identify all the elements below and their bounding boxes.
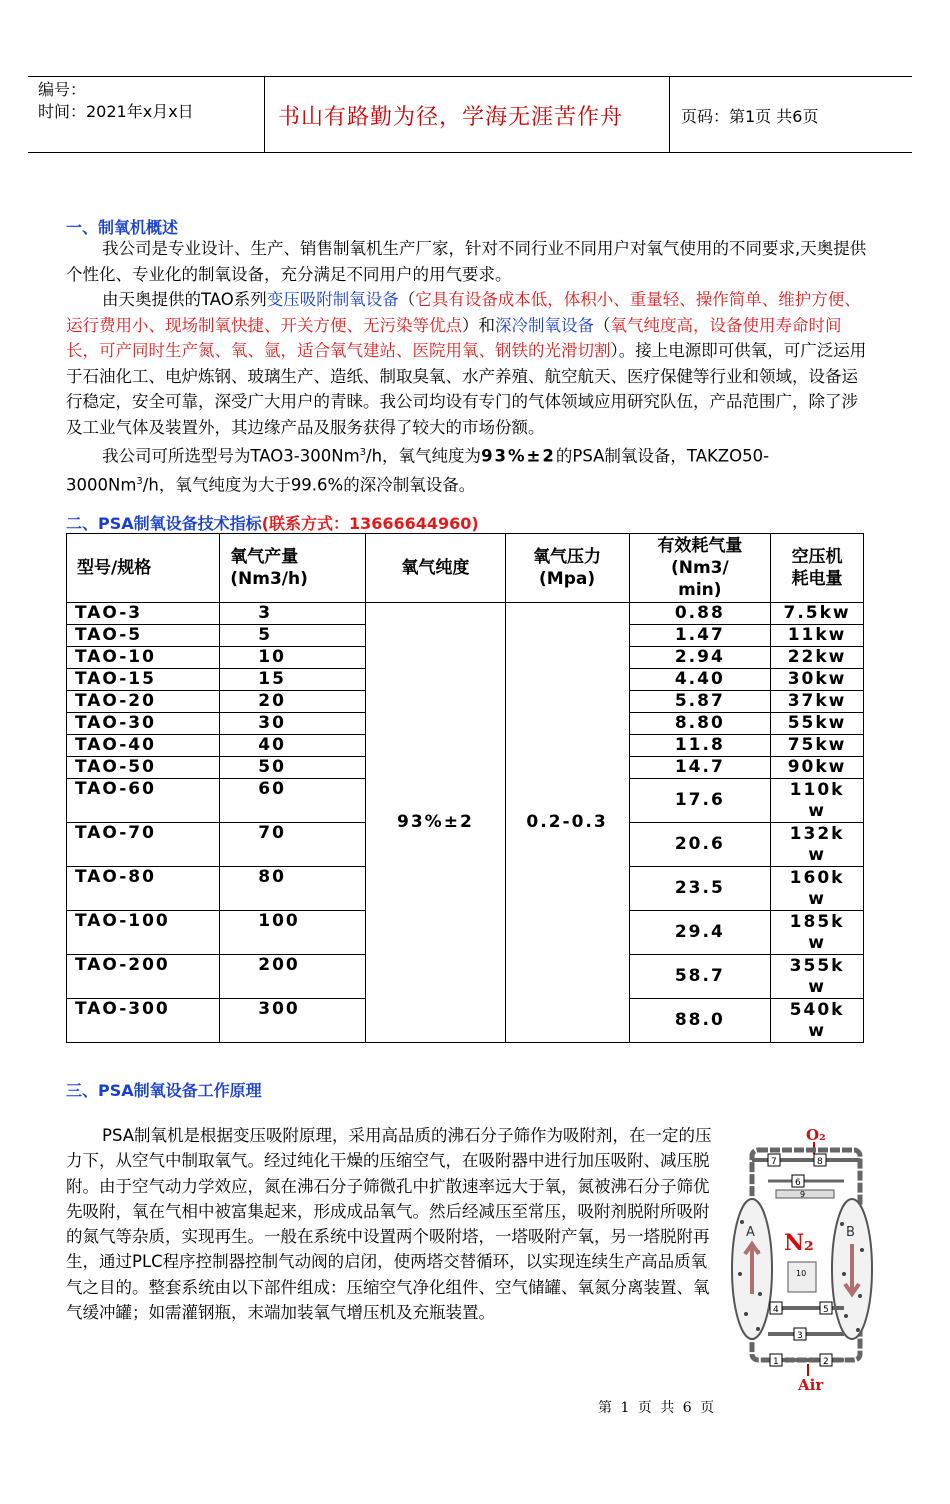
header-air-consumption	[629, 534, 771, 603]
section1-paragraph-1: 我公司是专业设计、生产、销售制氧机生产厂家，针对不同行业不同用户对氧气使用的不同要求,天奥提供个性化、专业化的制氧设备，充分满足不同用户的用气要求。	[66, 239, 867, 284]
power-cell: 37kw	[771, 691, 864, 713]
air-consumption-cell: 8.80	[629, 713, 771, 735]
section3-body	[66, 1123, 722, 1325]
output-cell: 80	[220, 867, 366, 911]
air-consumption-cell: 0.88	[629, 603, 771, 625]
cryogenic-features: 氧气纯度高，设备使用寿命时间长，可产同时生产氮、氧、氩，适合氧气建站、医院用氧、钢铁的光滑切割	[66, 315, 842, 360]
o2-label: O₂	[806, 1126, 826, 1144]
valve-9-label: 9	[800, 1190, 806, 1199]
power-cell: 540kw	[771, 999, 864, 1043]
valve-3-label: 3	[797, 1331, 803, 1341]
page-footer: 第 1 页 共 6 页	[598, 1400, 717, 1416]
power-cell: 30kw	[771, 669, 864, 691]
power-cell: 110kw	[771, 779, 864, 823]
power-cell: 55kw	[771, 713, 864, 735]
header-motto: 书山有路勤为径，学海无涯苦作舟	[278, 105, 624, 130]
output-cell: 60	[220, 779, 366, 823]
cryogenic-equipment-link[interactable]: 深冷制氧设备	[495, 315, 594, 335]
valve-7-label: 7	[771, 1157, 777, 1167]
valve-4-label: 4	[773, 1305, 779, 1315]
air-consumption-cell: 2.94	[629, 647, 771, 669]
p3-superscript: 3	[359, 447, 367, 458]
power-cell: 7.5kw	[771, 603, 864, 625]
valve-1-label: 1	[773, 1357, 779, 1367]
power-cell: 90kw	[771, 757, 864, 779]
header-page-label: 页码：第1页 共6页	[681, 107, 819, 126]
model-cell: TAO-20	[67, 691, 220, 713]
header-model-text: 型号/规格	[77, 558, 152, 578]
spec-table	[66, 533, 864, 1043]
air-consumption-cell: 88.0	[629, 999, 771, 1043]
p2-text-a: 由天奥提供的TAO系列	[102, 290, 267, 309]
section2-title	[66, 511, 479, 534]
model-cell: TAO-30	[67, 713, 220, 735]
output-cell: 50	[220, 757, 366, 779]
model-cell: TAO-5	[67, 625, 220, 647]
p2-text-b: （	[398, 290, 416, 309]
air-consumption-cell: 1.47	[629, 625, 771, 647]
air-label: Air	[798, 1376, 824, 1394]
model-cell: TAO-100	[67, 911, 220, 955]
model-cell: TAO-60	[67, 779, 220, 823]
air-consumption-cell: 17.6	[629, 779, 771, 823]
header-pressure	[505, 534, 629, 603]
model-cell: TAO-70	[67, 823, 220, 867]
header-meta	[38, 79, 194, 123]
header-divider-left	[264, 77, 265, 152]
valve-5-label: 5	[823, 1305, 829, 1315]
header-compressor-power	[771, 534, 864, 603]
output-cell: 15	[220, 669, 366, 691]
power-cell: 355kw	[771, 955, 864, 999]
tower-a-label: A	[746, 1225, 755, 1240]
air-consumption-cell: 14.7	[629, 757, 771, 779]
air-consumption-cell: 23.5	[629, 867, 771, 911]
header-pressure-text: 氧气压力 (Mpa)	[533, 547, 602, 589]
section2-title-text: 二、PSA制氧设备技术指标	[66, 514, 262, 533]
header-purity	[366, 534, 505, 603]
p2-text-c: ）和	[462, 315, 495, 335]
section1-paragraph-3	[66, 440, 872, 498]
spec-table-body	[67, 603, 864, 1043]
header-air-text: 有效耗气量 (Nm3/ min)	[657, 536, 743, 600]
air-consumption-cell: 58.7	[629, 955, 771, 999]
output-cell: 5	[220, 625, 366, 647]
power-cell: 160kw	[771, 867, 864, 911]
psa-flow-diagram	[728, 1124, 884, 1394]
header-output-text: 氧气产量 (Nm3/h)	[230, 547, 308, 589]
header-power-text: 空压机 耗电量	[791, 547, 843, 589]
valve-2-label: 2	[823, 1357, 829, 1367]
doc-number-label: 编号：	[38, 80, 87, 99]
spec-table-header-row	[67, 534, 864, 603]
p3-text-a: 我公司可所选型号为TAO3-300Nm	[102, 446, 360, 466]
p3-text-b: /h，氧气纯度为	[366, 446, 482, 466]
output-cell: 200	[220, 955, 366, 999]
valve-6-label: 6	[795, 1178, 801, 1188]
n2-label: N₂	[784, 1230, 814, 1256]
principle-paragraph: PSA制氧机是根据变压吸附原理，采用高品质的沸石分子筛作为吸附剂，在一定的压力下，从空气中制取氧气。经过纯化干燥的压缩空气，在吸附器中进行加压吸附、减压脱附。由于空气动力学效应，氮在沸石分子筛微孔中扩散速率远大于氧，氮被沸石分子筛优先吸附，氧在气相中被富集起来，形成成品氧气。然后经减压至常压，吸附剂脱附所吸附的氮气等杂质，实现再生。一般在系统中设置两个吸附塔，一塔吸附产氧，另一塔脱附再生，通过PLC程序控制器控制气动阀的启闭，使两塔交替循环，以实现连续生产高品质氧气之目的。整套系统由以下部件组成：压缩空气净化组件、空气储罐、氧氮分离装置、氧气缓冲罐；如需灌钢瓶，末端加装氧气增压机及充瓶装置。	[66, 1126, 712, 1323]
air-consumption-cell: 4.40	[629, 669, 771, 691]
output-cell: 300	[220, 999, 366, 1043]
air-consumption-cell: 29.4	[629, 911, 771, 955]
air-consumption-cell: 5.87	[629, 691, 771, 713]
header-bottom-rule	[28, 152, 912, 153]
valve-10-label: 10	[796, 1269, 807, 1278]
section3-title: 三、PSA制氧设备工作原理	[66, 1081, 262, 1100]
psa-features: 它具有设备成本低，体积小、重量轻、操作简单、维护方便、运行费用小、现场制氧快捷、开关方便、无污染等优点	[66, 290, 861, 335]
header-model	[67, 534, 220, 603]
p3-superscript-2: 3	[136, 476, 143, 487]
p2-text-e: ）。接上电源即可供氧，可广泛运用于石油化工、电炉炼钢、玻璃生产、造纸、制取臭氧、水产养殖、航空航天、医疗保健等行业和领域，设备运行稳定，安全可靠，深受广大用户的青睐。我公司均设有专门的气体领域应用研究队伍，产品范围广，除了涉及工业气体及装置外，其边缘产品及服务获得了较大的市场份额。	[66, 341, 867, 437]
output-cell: 10	[220, 647, 366, 669]
header-output	[220, 534, 366, 603]
power-cell: 11kw	[771, 625, 864, 647]
psa-equipment-link[interactable]: 变压吸附制氧设备	[266, 290, 399, 309]
header-purity-text: 氧气纯度	[401, 558, 470, 578]
p2-text-d: （	[594, 315, 611, 335]
contact-info: (联系方式：13666644960)	[261, 514, 479, 533]
power-cell: 185kw	[771, 911, 864, 955]
model-cell: TAO-40	[67, 735, 220, 757]
output-cell: 3	[220, 603, 366, 625]
air-consumption-cell: 20.6	[629, 823, 771, 867]
model-cell: TAO-300	[67, 999, 220, 1043]
air-consumption-cell: 11.8	[629, 735, 771, 757]
model-cell: TAO-15	[67, 669, 220, 691]
p3-purity-bold: 93%±2	[481, 446, 556, 466]
purity-cell: 93%±2	[366, 603, 505, 1043]
power-cell: 22kw	[771, 647, 864, 669]
doc-time-label: 时间：2021年x月x日	[38, 102, 194, 121]
model-cell: TAO-200	[67, 955, 220, 999]
output-cell: 20	[220, 691, 366, 713]
section1-body	[66, 236, 872, 498]
power-cell: 75kw	[771, 735, 864, 757]
model-cell: TAO-3	[67, 603, 220, 625]
model-cell: TAO-80	[67, 867, 220, 911]
model-cell: TAO-10	[67, 647, 220, 669]
output-cell: 100	[220, 911, 366, 955]
tower-b-label: B	[846, 1225, 855, 1240]
output-cell: 70	[220, 823, 366, 867]
valve-8-label: 8	[817, 1157, 823, 1167]
p3-text-d: /h，氧气纯度为大于99.6%的深冷制氧设备。	[142, 475, 476, 495]
p3-text-c: 的PSA制氧设备，TAKZO50-3000Nm	[66, 446, 770, 495]
output-cell: 30	[220, 713, 366, 735]
header-top-rule	[28, 76, 912, 77]
table-row	[67, 603, 864, 625]
section1-title: 一、制氧机概述	[66, 218, 179, 237]
power-cell: 132kw	[771, 823, 864, 867]
section1-paragraph-2	[66, 287, 872, 440]
pressure-cell: 0.2-0.3	[505, 603, 629, 1043]
output-cell: 40	[220, 735, 366, 757]
model-cell: TAO-50	[67, 757, 220, 779]
